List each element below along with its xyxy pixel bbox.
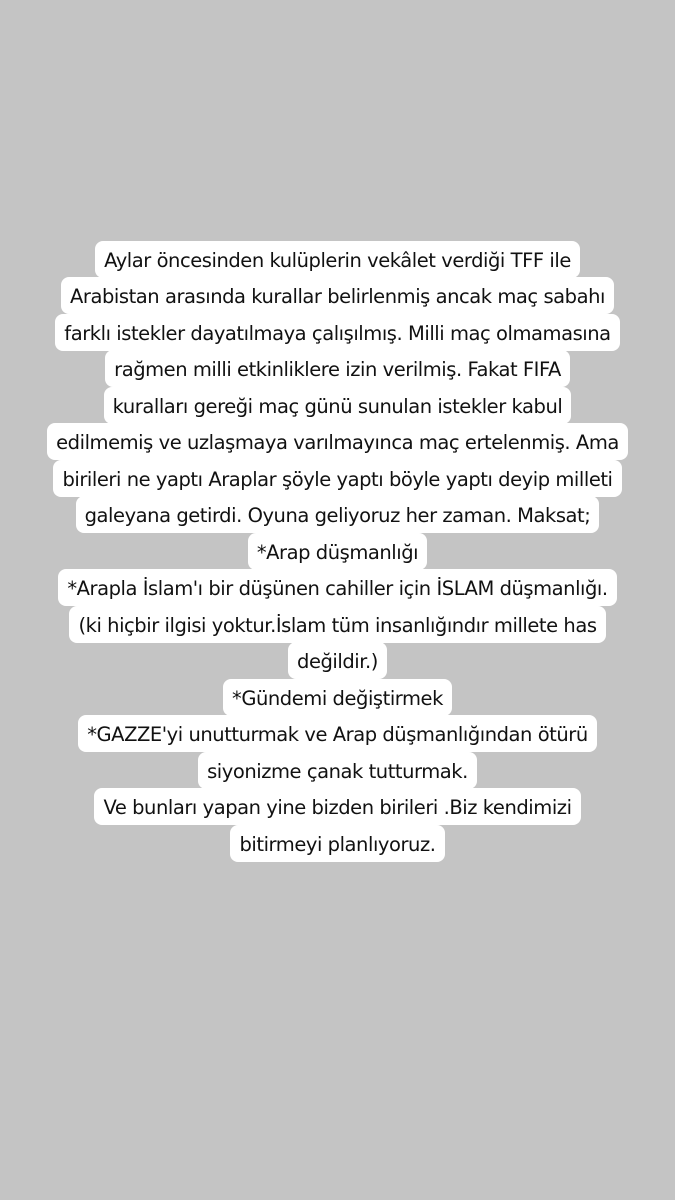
text-line: farklı istekler dayatılmaya çalışılmış. Milli maç olmamasına — [55, 314, 619, 351]
text-line: *GAZZE'yi unutturmak ve Arap düşmanlığından ötürü — [78, 715, 597, 752]
text-line: (ki hiçbir ilgisi yoktur.İslam tüm insanlığındır millete has — [69, 606, 605, 643]
text-line: kuralları gereği maç günü sunulan istekler kabul — [104, 387, 572, 424]
text-line: *Arap düşmanlığı — [248, 533, 427, 570]
story-text-block — [0, 241, 675, 862]
text-line: değildir.) — [288, 642, 387, 679]
text-line: *Gündemi değiştirmek — [223, 679, 452, 716]
text-line: edilmemiş ve uzlaşmaya varılmayınca maç ertelenmiş. Ama — [47, 423, 628, 460]
text-line: rağmen milli etkinliklere izin verilmiş. Fakat FIFA — [105, 350, 570, 387]
text-line: bitirmeyi planlıyoruz. — [230, 825, 444, 862]
text-line: birileri ne yaptı Araplar şöyle yaptı böyle yaptı deyip milleti — [53, 460, 621, 497]
text-line: Ve bunları yapan yine bizden birileri .Biz kendimizi — [94, 788, 580, 825]
text-line: *Arapla İslam'ı bir düşünen cahiller için İSLAM düşmanlığı. — [58, 569, 616, 606]
text-line: Aylar öncesinden kulüplerin vekâlet verdiği TFF ile — [95, 241, 580, 278]
text-line: galeyana getirdi. Oyuna geliyoruz her zaman. Maksat; — [76, 496, 600, 533]
text-line: siyonizme çanak tutturmak. — [198, 752, 477, 789]
text-line: Arabistan arasında kurallar belirlenmiş ancak maç sabahı — [61, 277, 614, 314]
